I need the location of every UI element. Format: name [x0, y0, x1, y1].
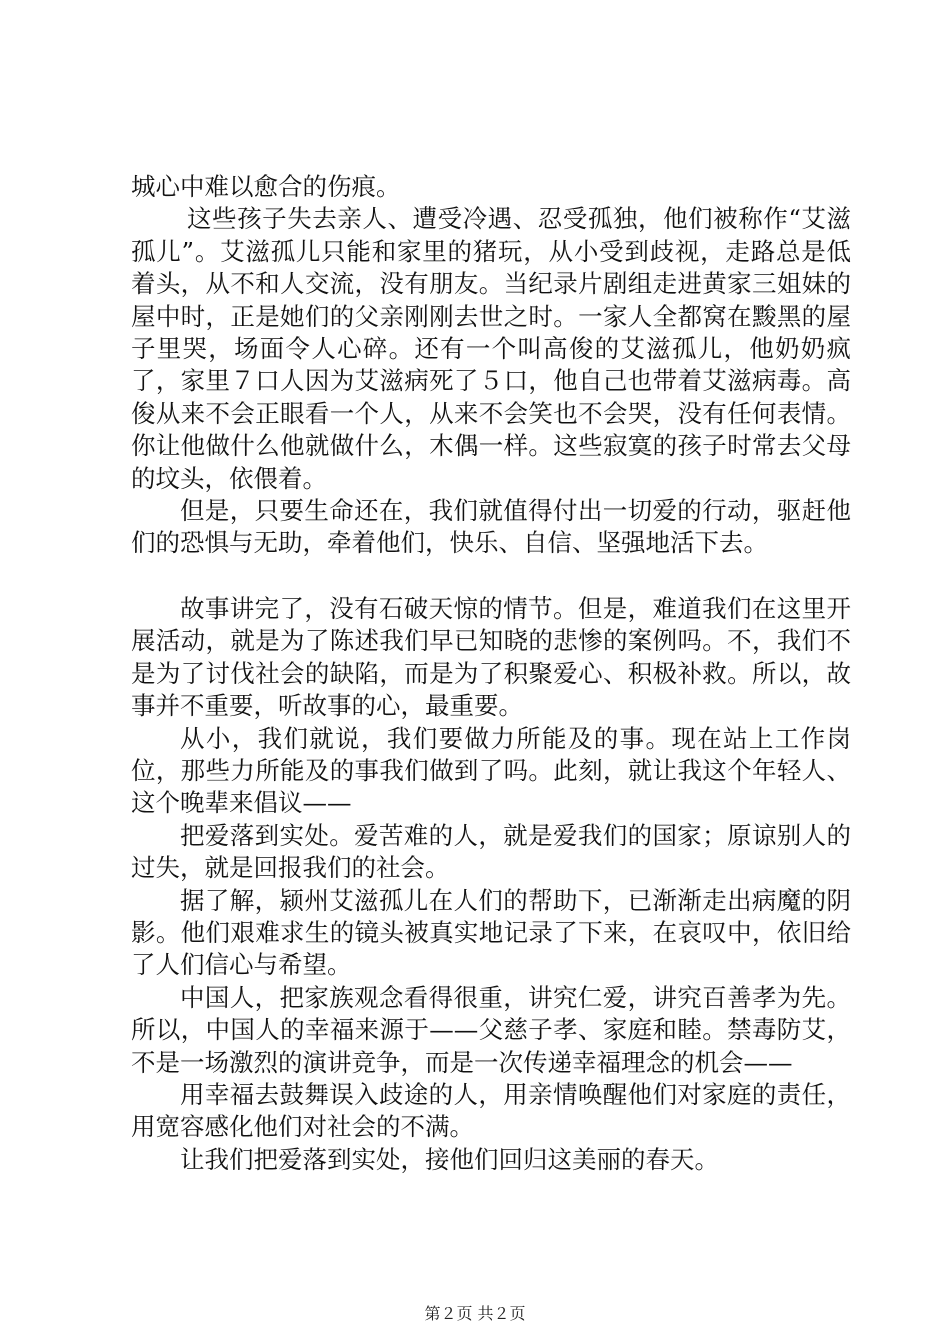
paragraph-since-childhood: 从小，我们就说，我们要做力所能及的事。现在站上工作岗位，那些力所能及的事我们做到了吗。此刻，就让我这个年轻人、这个晚辈来倡议—— [131, 723, 851, 818]
paragraph-gap [131, 560, 851, 593]
page-number-footer: 第２页 共２页 [424, 1304, 526, 1323]
paragraph-chinese-people: 中国人，把家族观念看得很重，讲究仁爱，讲究百善孝为先。所以，中国人的幸福来源于——父慈子孝、家庭和睦。禁毒防艾，不是一场激烈的演讲竞争，而是一次传递幸福理念的机会—— [131, 982, 851, 1077]
paragraph-use-happiness: 用幸福去鼓舞误入歧途的人，用亲情唤醒他们对家庭的责任，用宽容感化他们对社会的不满。 [131, 1079, 851, 1142]
paragraph-story-ended: 故事讲完了，没有石破天惊的情节。但是，难道我们在这里开展活动，就是为了陈述我们早已知晓的悲惨的案例吗。不，我们不是为了讨伐社会的缺陷，而是为了积聚爱心、积极补救。所以，故事并不重要，听故事的心，最重要。 [131, 593, 851, 721]
paragraph-aids-orphans: 这些孩子失去亲人、遭受冷遇、忍受孤独，他们被称作“艾滋孤儿”。艾滋孤儿只能和家里的猪玩，从小受到歧视，走路总是低着头，从不和人交流，没有朋友。当纪录片剧组走进黄家三姐妹的屋中时，正是她们的父亲刚刚去世之时。一家人全都窝在黢黑的屋子里哭，场面令人心碎。还有一个叫高俊的艾滋孤儿，他奶奶疯了，家里７口人因为艾滋病死了５口，他自己也带着艾滋病毒。高俊从来不会正眼看一个人，从来不会笑也不会哭，没有任何表情。你让他做什么他就做什么，木偶一样。这些寂寞的孩子时常去父母的坟头，依偎着。 [131, 204, 851, 493]
document-body [131, 171, 851, 1176]
paragraph-yingzhou: 据了解，颍州艾滋孤儿在人们的帮助下，已渐渐走出病魔的阴影。他们艰难求生的镜头被真实地记录了下来，在哀叹中，依旧给了人们信心与希望。 [131, 885, 851, 980]
paragraph-love-action: 但是，只要生命还在，我们就值得付出一切爱的行动，驱赶他们的恐惧与无助，牵着他们，快乐、自信、坚强地活下去。 [131, 496, 851, 558]
paragraph-continuation: 城心中难以愈合的伤痕。 [131, 172, 401, 201]
paragraph-love-in-practice: 把爱落到实处。爱苦难的人，就是爱我们的国家；原谅别人的过失，就是回报我们的社会。 [131, 820, 851, 883]
paragraph-closing: 让我们把爱落到实处，接他们回归这美丽的春天。 [180, 1144, 719, 1174]
